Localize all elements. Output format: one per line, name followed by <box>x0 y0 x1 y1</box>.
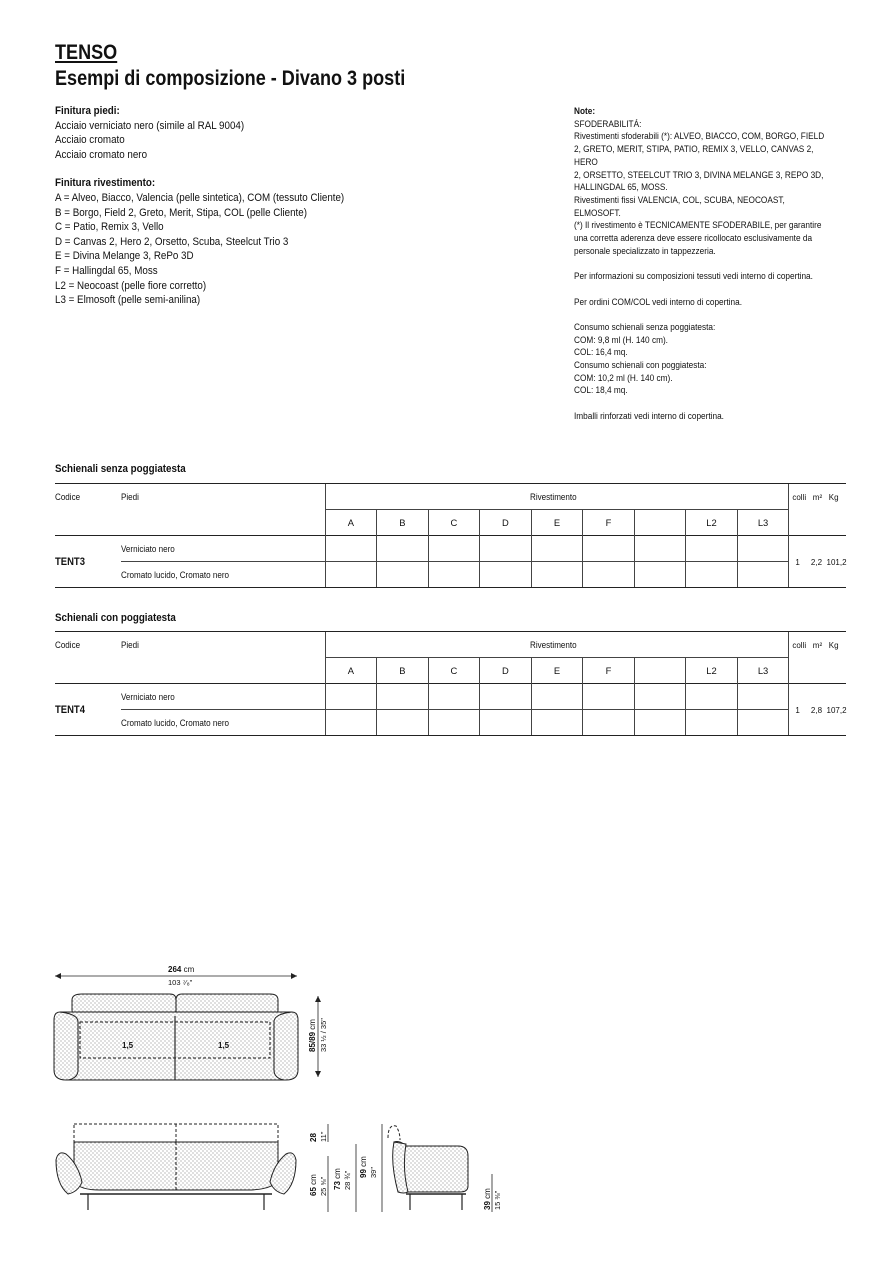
consumo-line: COL: 18,4 mq. <box>574 385 628 397</box>
consumo-line: Consumo schienali senza poggiatesta: <box>574 321 716 333</box>
grade-L3: L3 <box>737 658 789 684</box>
headrest-label: 28 <box>309 1133 318 1142</box>
notes-line: 2, ORSETTO, STEELCUT TRIO 3, DIVINA MELANGE 3, REPO 3D, <box>574 169 824 181</box>
grade-L2: L2 <box>686 658 738 684</box>
piedi-option: Cromato lucido, Cromato nero <box>121 562 325 588</box>
consumo-line: COL: 16,4 mq. <box>574 347 628 359</box>
rivestimento-item: C = Patio, Remix 3, Vello <box>55 221 164 234</box>
notes-line: una corretta aderenza deve essere ricollocato esclusivamente da <box>574 233 813 245</box>
rivestimento-item: F = Hallingdal 65, Moss <box>55 264 158 277</box>
piedi-item: Acciaio cromato <box>55 134 125 147</box>
header-rivestimento: Rivestimento <box>325 632 789 658</box>
consumo-line: Consumo schienali con poggiatesta: <box>574 360 707 372</box>
grade-A: A <box>325 510 377 536</box>
notes-line: Rivestimenti sfoderabili (*): ALVEO, BIACCO, COM, BORGO, FIELD <box>574 131 825 143</box>
piedi-option: Verniciato nero <box>121 684 325 710</box>
arm-height-label: 73 cm <box>333 1168 342 1190</box>
notes-line: (*) Il rivestimento è TECNICAMENTE SFODERABILE, per garantire <box>574 220 822 232</box>
rivestimento-item: A = Alveo, Biacco, Valencia (pelle sintetica), COM (tessuto Cliente) <box>55 191 345 204</box>
product-code: TENT3 <box>55 536 121 588</box>
notes-line: personale specializzato in tappezzeria. <box>574 245 716 257</box>
depth-inch-label: 33 ½ / 35" <box>319 1018 328 1052</box>
total-height-label: 99 cm <box>359 1156 368 1178</box>
header-codice: Codice <box>55 484 121 510</box>
grade-E: E <box>531 658 583 684</box>
depth-label: 85/89 cm <box>308 1019 317 1052</box>
headrest-inch-label: 11" <box>319 1131 328 1142</box>
rivestimento-item: D = Canvas 2, Hero 2, Orsetto, Scuba, Steelcut Trio 3 <box>55 235 289 248</box>
product-code: TENT4 <box>55 684 121 736</box>
consumo-line: COM: 9,8 ml (H. 140 cm). <box>574 334 668 346</box>
notes-line: HALLINGDAL 65, MOSS. <box>574 182 668 194</box>
notes-info: Per informazioni su composizioni tessuti vedi interno di copertina. <box>574 271 813 283</box>
piedi-item: Acciaio verniciato nero (simile al RAL 9004) <box>55 119 245 132</box>
seat-height-label: 39 cm <box>483 1188 492 1210</box>
back-height-label: 65 cm <box>309 1174 318 1196</box>
table-title: Schienali senza poggiatesta <box>55 463 186 475</box>
notes-line: 2, GRETO, MERIT, STIPA, PATIO, REMIX 3, VELLO, CANVAS 2, HERO <box>574 144 814 168</box>
subtitle: Esempi di composizione - Divano 3 posti <box>55 67 406 90</box>
grade-L2: L2 <box>686 510 738 536</box>
sfoderabilita-title: SFODERABILITÁ: <box>574 118 642 130</box>
grade-B: B <box>377 510 429 536</box>
finitura-rivestimento-heading: Finitura rivestimento: <box>55 177 156 190</box>
arm-height-inch-label: 28 ¾" <box>343 1170 352 1190</box>
notes-heading: Note: <box>574 106 596 117</box>
grade-D: D <box>480 510 532 536</box>
width-label: 264 cm <box>168 965 195 974</box>
piedi-option: Cromato lucido, Cromato nero <box>121 710 325 736</box>
brand-title: TENSO <box>55 41 118 64</box>
grade-A: A <box>325 658 377 684</box>
header-codice: Codice <box>55 632 121 658</box>
finitura-piedi-heading: Finitura piedi: <box>55 105 120 117</box>
rivestimento-item: B = Borgo, Field 2, Greto, Merit, Stipa, COL (pelle Cliente) <box>55 206 307 219</box>
table-title: Schienali con poggiatesta <box>55 612 176 624</box>
total-height-inch-label: 39" <box>369 1166 378 1178</box>
notes-line: Rivestimenti fissi VALENCIA, COL, SCUBA, NEOCOAST, ELMOSOFT. <box>574 194 785 219</box>
notes-ordini: Per ordini COM/COL vedi interno di copertina. <box>574 296 742 308</box>
width-inch-label: 103 ⁷⁄₈" <box>168 978 193 987</box>
plan-view <box>54 973 321 1080</box>
grade-B: B <box>377 658 429 684</box>
seat-label: 1,5 <box>218 1041 230 1050</box>
seat-height-inch-label: 15 ⅜" <box>493 1190 502 1210</box>
grade-E: E <box>531 510 583 536</box>
grade-F: F <box>583 510 635 536</box>
piedi-option: Verniciato nero <box>121 536 325 562</box>
header-piedi: Piedi <box>121 484 325 510</box>
grade-F: F <box>583 658 635 684</box>
back-height-inch-label: 25 ⅝" <box>319 1176 328 1196</box>
grade-C: C <box>428 658 480 684</box>
side-view <box>388 1126 492 1212</box>
notes-imballi: Imballi rinforzati vedi interno di copertina. <box>574 410 724 422</box>
header-rivestimento: Rivestimento <box>325 484 789 510</box>
consumo-line: COM: 10,2 ml (H. 140 cm). <box>574 372 673 384</box>
front-view <box>56 1124 382 1212</box>
header-colli-m2-kg: colli m² Kg <box>789 484 846 510</box>
grade-C: C <box>428 510 480 536</box>
colli-m2-kg-values: 1 2,8 107,2 <box>789 684 846 736</box>
header-colli-m2-kg: colli m² Kg <box>789 632 846 658</box>
colli-m2-kg-values: 1 2,2 101,2 <box>789 536 846 588</box>
grade-D: D <box>480 658 532 684</box>
header-piedi: Piedi <box>121 632 325 658</box>
grade-L3: L3 <box>737 510 789 536</box>
piedi-item: Acciaio cromato nero <box>55 148 148 161</box>
seat-label: 1,5 <box>122 1041 134 1050</box>
rivestimento-item: L3 = Elmosoft (pelle semi-anilina) <box>55 294 201 307</box>
rivestimento-item: L2 = Neocoast (pelle fiore corretto) <box>55 279 207 292</box>
rivestimento-item: E = Divina Melange 3, RePo 3D <box>55 250 194 263</box>
